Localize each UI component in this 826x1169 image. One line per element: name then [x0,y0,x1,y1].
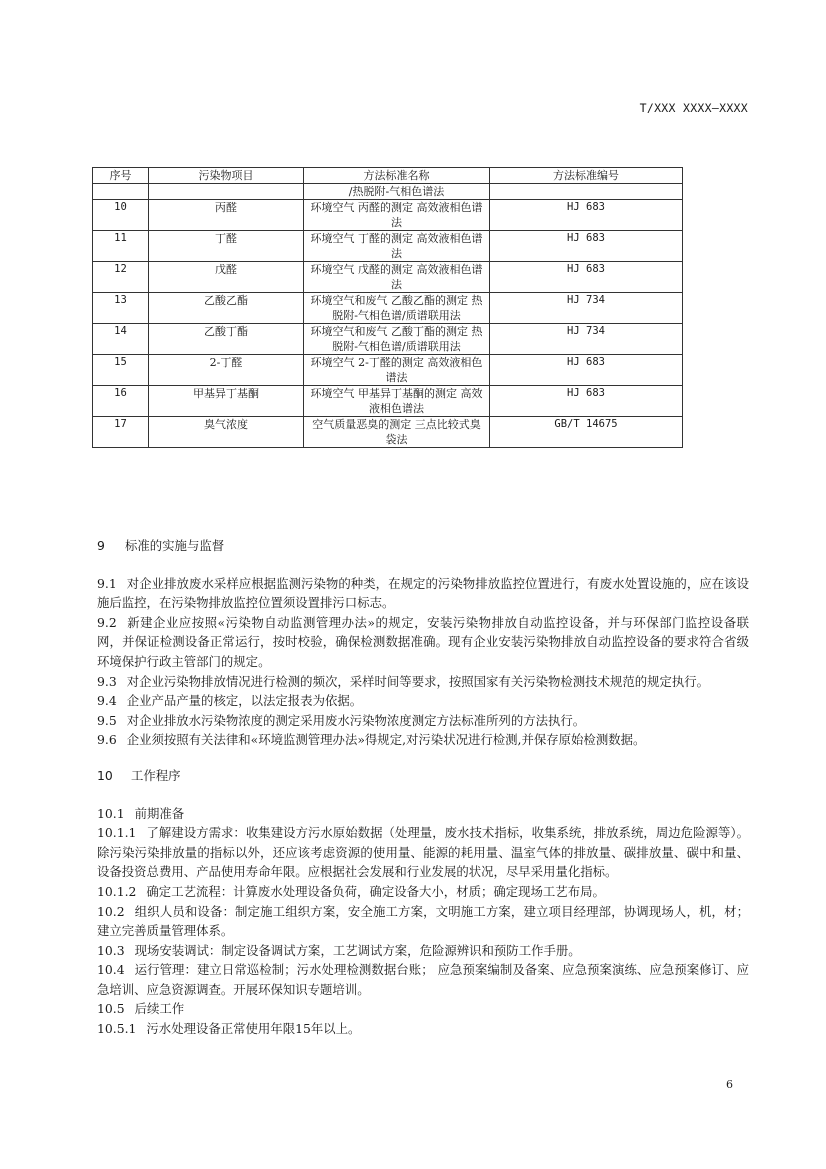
table-row [93,231,683,262]
clause-number: 9.1 [97,575,117,591]
clause-number: 9.3 [97,673,117,689]
cell-method-code: GB/T 14675 [490,417,683,448]
clause-number: 9.4 [97,693,117,709]
cell-method-name: 环境空气 丙醛的测定 高效液相色谱法 [304,200,490,231]
header-serial: 序号 [93,168,149,184]
clause-number: 9.2 [97,614,117,630]
clause-text: 企业产品产量的核定，以法定报表为依据。 [126,693,363,709]
page-number: 6 [726,1078,733,1091]
section-number: 10 [97,767,113,783]
clause-text: 对企业污染物排放情况进行检测的频次，采样时间等要求，按照国家有关污染物检测技术规范的规定执行。 [126,673,710,689]
table-row [93,355,683,386]
cell-method-name: 环境空气和废气 乙酸乙酯的测定 热脱附-气相色谱/质谱联用法 [304,293,490,324]
section-number: 9 [97,538,105,553]
cell-method-code: HJ 734 [490,324,683,355]
clause-10-5 [97,999,749,1019]
clause-number: 9.6 [97,732,117,748]
cell-serial: 16 [93,386,149,417]
clause-text: 前期准备 [134,805,185,821]
cell-serial: 11 [93,231,149,262]
table-row [93,200,683,231]
cell-serial: 17 [93,417,149,448]
cell-pollutant: 2-丁醛 [149,355,304,386]
clause-text: 确定工艺流程：计算废水处理设备负荷，确定设备大小，材质；确定现场工艺布局。 [146,883,605,899]
cell-pollutant: 乙酸丁酯 [149,324,304,355]
cell-method-code: HJ 683 [490,355,683,386]
cell-method-code: HJ 683 [490,386,683,417]
table-header-row [93,168,683,184]
clause-text: 运行管理：建立日常巡检制；污水处理检测数据台账； 应急预案编制及备案、应急预案演练、应急预案修订、应急培训、应急资源调查。开展环保知识专题培训。 [97,962,749,997]
cell-method-name: 环境空气 丁醛的测定 高效液相色谱法 [304,231,490,262]
table-row [93,417,683,448]
cell-pollutant: 臭气浓度 [149,417,304,448]
section-title: 工作程序 [131,767,181,783]
table-row [93,293,683,324]
section-title: 标准的实施与监督 [125,538,225,553]
clause-10-1 [97,804,749,824]
cell-pollutant: 乙酸乙酯 [149,293,304,324]
cell-pollutant: 丙醛 [149,200,304,231]
table-row [93,386,683,417]
cell-pollutant [149,184,304,200]
clause-9-4 [97,691,749,711]
clause-10-1-2 [97,882,749,902]
clause-10-5-1 [97,1019,749,1039]
cell-method-name: 环境空气 戊醛的测定 高效液相色谱法 [304,262,490,293]
section-heading-9 [97,536,749,556]
cell-serial: 10 [93,200,149,231]
table-row [93,324,683,355]
cell-method-name: 环境空气 2-丁醛的测定 高效液相色谱法 [304,355,490,386]
header-method-name: 方法标准名称 [304,168,490,184]
clause-number: 10.3 [97,942,125,958]
document-code: T/XXX XXXX—XXXX [639,101,748,115]
cell-method-code: HJ 683 [490,200,683,231]
clause-text: 新建企业应按照«污染物自动监测管理办法»的规定，安装污染物排放自动监控设备，并与环保部门监控设备联网，并保证检测设备正常运行，按时校验，确保检测数据准确。现有企业安装污染物排放自动监控设备的要求符合省级环境保护行政主管部门的规定。 [97,614,749,669]
cell-pollutant: 戊醛 [149,262,304,293]
cell-pollutant: 丁醛 [149,231,304,262]
header-method-code: 方法标准编号 [490,168,683,184]
header-pollutant: 污染物项目 [149,168,304,184]
clause-text: 现场安装调试：制定设备调试方案，工艺调试方案，危险源辨识和预防工作手册。 [134,942,581,958]
cell-serial: 13 [93,293,149,324]
cell-method-name: /热脱附-气相色谱法 [304,184,490,200]
cell-method-code: HJ 683 [490,262,683,293]
clause-9-5 [97,711,749,731]
document-body [97,536,749,1039]
clause-number: 9.5 [97,712,117,728]
clause-number: 10.1 [97,805,125,821]
clause-text: 污水处理设备正常使用年限15年以上。 [146,1021,361,1037]
clause-text: 了解建设方需求：收集建设方污水原始数据（处理量，废水技术指标，收集系统，排放系统，周边危险源等）。除污染污染排放量的指标以外，还应该考虑资源的使用量、能源的耗用量、温室气体的排放量、碳排放量、碳中和量、设备投资总费用、产品使用寿命年限。应根据社会发展和行业发展的状况，尽早采用量化指标。 [97,825,749,880]
cell-method-name: 空气质量恶臭的测定 三点比较式臭袋法 [304,417,490,448]
clause-10-2 [97,902,749,941]
clause-9-6 [97,730,749,750]
clause-number: 10.5 [97,1001,125,1017]
section-heading-10 [97,766,749,786]
clause-10-4 [97,960,749,999]
cell-serial: 15 [93,355,149,386]
clause-number: 10.1.2 [97,883,137,899]
cell-serial: 14 [93,324,149,355]
clause-number: 10.1.1 [97,825,137,841]
table-row [93,184,683,200]
clause-10-3 [97,941,749,961]
table-row [93,262,683,293]
method-standard-table [92,167,683,448]
clause-number: 10.5.1 [97,1021,137,1037]
clause-number: 10.4 [97,962,125,978]
cell-serial: 12 [93,262,149,293]
clause-text: 企业须按照有关法律和«环境监测管理办法»得规定,对污染状况进行检测,并保存原始检测数据。 [126,732,646,748]
clause-9-1 [97,574,749,613]
clause-text: 组织人员和设备：制定施工组织方案，安全施工方案，文明施工方案，建立项目经理部，协调现场人，机，材；建立完善质量管理体系。 [97,903,749,939]
clause-text: 对企业排放废水采样应根据监测污染物的种类，在规定的污染物排放监控位置进行，有废水处置设施的，应在该设施后监控，在污染物排放监控位置须设置排污口标志。 [97,575,749,611]
clause-9-2 [97,613,749,672]
cell-method-name: 环境空气 甲基异丁基酮的测定 高效液相色谱法 [304,386,490,417]
clause-9-3 [97,672,749,692]
cell-serial [93,184,149,200]
clause-10-1-1 [97,823,749,882]
cell-method-name: 环境空气和废气 乙酸丁酯的测定 热脱附-气相色谱/质谱联用法 [304,324,490,355]
cell-method-code [490,184,683,200]
clause-text: 对企业排放水污染物浓度的测定采用废水污染物浓度测定方法标准所列的方法执行。 [126,712,586,728]
clause-number: 10.2 [97,903,125,919]
clause-text: 后续工作 [134,1001,185,1017]
cell-pollutant: 甲基异丁基酮 [149,386,304,417]
cell-method-code: HJ 734 [490,293,683,324]
cell-method-code: HJ 683 [490,231,683,262]
